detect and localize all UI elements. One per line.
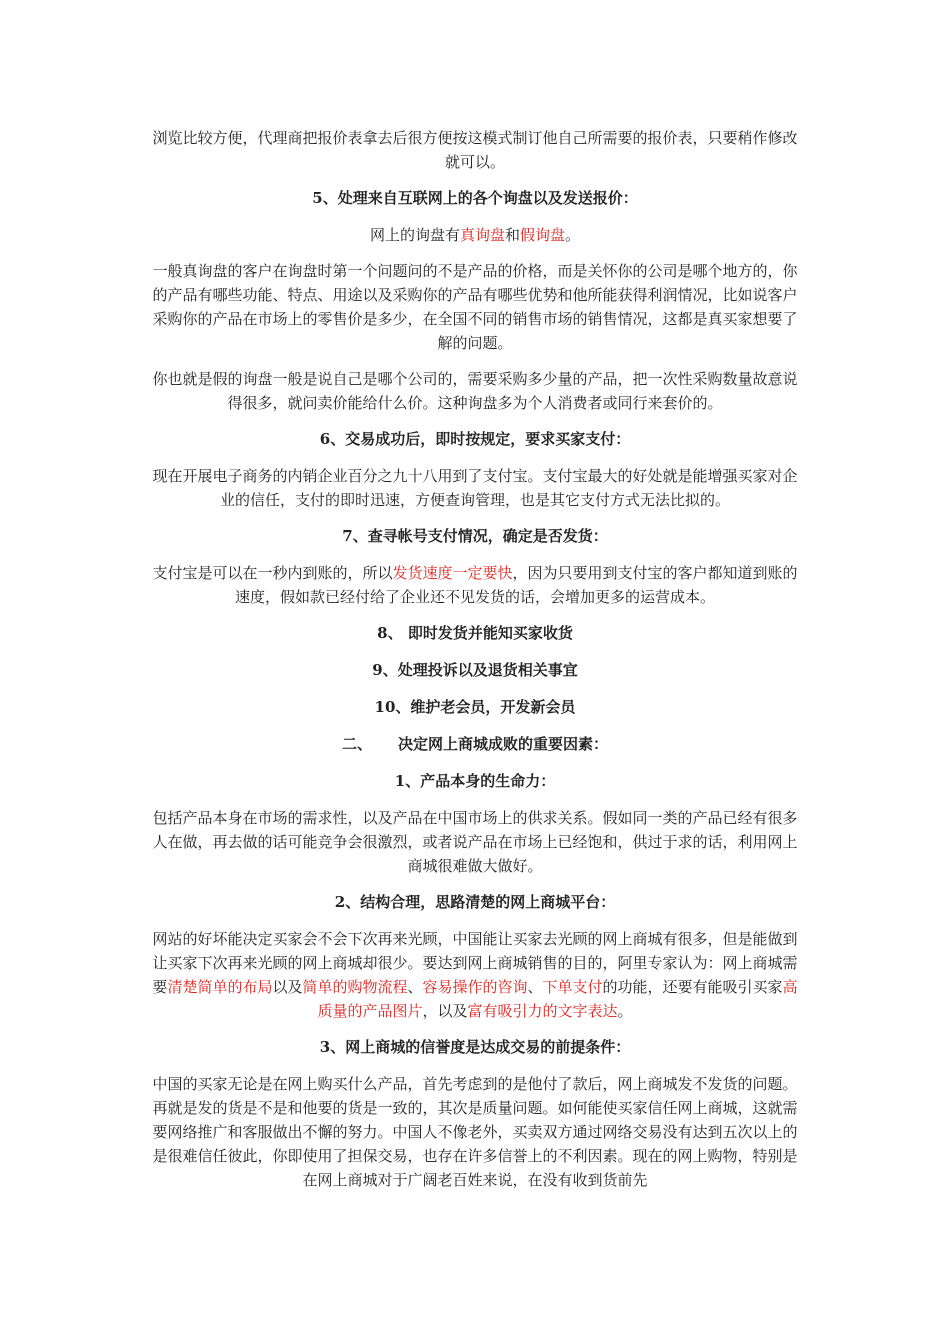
highlighted-text: 富有吸引力的文字表达 bbox=[467, 1002, 618, 1020]
text-run: 7、查寻帐号支付情况，确定是否发货： bbox=[342, 527, 608, 545]
highlighted-text: 发货速度一定要快 bbox=[392, 564, 513, 582]
section-heading bbox=[148, 524, 802, 548]
text-run: 现在开展电子商务的内销企业百分之九十八用到了支付宝。支付宝最大的好处就是能增强买家对企业的信任，支付的即时迅速，方便查询管理，也是其它支付方式无法比拟的。 bbox=[152, 467, 798, 509]
body-paragraph bbox=[148, 806, 802, 878]
text-run: 决定网上商城成败的重要因素： bbox=[398, 735, 609, 753]
text-run: 9、处理投诉以及退货相关事宜 bbox=[372, 661, 578, 679]
body-paragraph bbox=[148, 927, 802, 1023]
text-run: 5、处理来自互联网上的各个询盘以及发送报价： bbox=[312, 189, 638, 207]
highlighted-text: 容易操作的咨询 bbox=[422, 978, 528, 996]
section-heading bbox=[148, 732, 802, 756]
text-run: 和 bbox=[504, 226, 520, 244]
text-run: ，因为只要用到支付宝的客户都知道到账的速度，假如款已经付给了企业还不见发货的话，会增加更多的运营成本。 bbox=[234, 564, 798, 606]
text-run: 、 bbox=[407, 978, 423, 996]
section-heading bbox=[148, 186, 802, 210]
text-run: 中国的买家无论是在网上购买什么产品，首先考虑到的是他付了款后，网上商城发不发货的问题。再就是发的货是不是和他要的货是一致的，其次是质量问题。如何能使买家信任网上商城，这就需要网络推广和客服做出不懈的努力。中国人不像老外，买卖双方通过网络交易没有达到五次以上的是很难信任彼此，你即使用了担保交易，也存在许多信誉上的不利因素。现在的网上购物，特别是在网上商城对于广阔老百姓来说，在没有收到货前先 bbox=[152, 1075, 798, 1189]
highlighted-text: 清楚简单的布局 bbox=[167, 978, 273, 996]
highlighted-text: 假询盘 bbox=[520, 226, 566, 244]
highlighted-text: 下单支付 bbox=[542, 978, 603, 996]
highlighted-text: 真询盘 bbox=[459, 226, 505, 244]
text-run: 1、产品本身的生命力： bbox=[394, 772, 556, 790]
text-run: 2、结构合理，思路清楚的网上商城平台： bbox=[334, 893, 616, 911]
text-run: 包括产品本身在市场的需求性，以及产品在中国市场上的供求关系。假如同一类的产品已经有很多人在做，再去做的话可能竞争会很激烈，或者说产品在市场上已经饱和，供过于求的话，利用网上商城很难做大做好。 bbox=[152, 809, 798, 875]
body-paragraph bbox=[148, 367, 802, 415]
section-heading bbox=[148, 658, 802, 682]
text-run: 。 bbox=[565, 226, 581, 244]
text-run: 的功能，还要有能吸引买家 bbox=[602, 978, 783, 996]
highlighted-text: 简单的购物流程 bbox=[302, 978, 408, 996]
text-run: 浏览比较方便，代理商把报价表拿去后很方便按这模式制订他自己所需要的报价表，只要稍作修改就可以。 bbox=[152, 129, 798, 171]
text-run: 网上的询盘有 bbox=[369, 226, 460, 244]
text-run: 一般真询盘的客户在询盘时第一个问题问的不是产品的价格，而是关怀你的公司是哪个地方的，你的产品有哪些功能、特点、用途以及采购你的产品有哪些优势和他所能获得利润情况，比如说客户采购你的产品在市场上的零售价是多少，在全国不同的销售市场的销售情况，这都是真买家想要了解的问题。 bbox=[152, 262, 798, 352]
body-paragraph bbox=[148, 464, 802, 512]
body-paragraph bbox=[148, 223, 802, 247]
body-paragraph bbox=[148, 259, 802, 355]
section-heading bbox=[148, 695, 802, 719]
text-run: 。 bbox=[617, 1002, 633, 1020]
section-heading bbox=[148, 890, 802, 914]
text-run: 、 bbox=[527, 978, 543, 996]
text-run: 8、 即时发货并能知买家收货 bbox=[377, 624, 573, 642]
text-run: 网站的好坏能决定买家会不会下次再来光顾，中国能让买家去光顾的网上商城有很多，但是能做到让买家下次再来光顾的网上商城却很少。要达到网上商城销售的目的，阿里专家认为：网上商城需要 bbox=[152, 930, 798, 996]
text-run: 3、网上商城的信誉度是达成交易的前提条件： bbox=[319, 1038, 631, 1056]
section-number: 二、 bbox=[341, 735, 372, 753]
section-heading bbox=[148, 1035, 802, 1059]
body-paragraph bbox=[148, 1072, 802, 1192]
highlighted-text: 高质量的产品图片 bbox=[317, 978, 798, 1020]
text-run: 6、交易成功后，即时按规定，要求买家支付： bbox=[319, 430, 631, 448]
section-heading bbox=[148, 769, 802, 793]
text-run: 你也就是假的询盘一般是说自己是哪个公司的，需要采购多少量的产品，把一次性采购数量故意说得很多，就问卖价能给什么价。这种询盘多为个人消费者或同行来套价的。 bbox=[152, 370, 798, 412]
body-paragraph bbox=[148, 126, 802, 174]
body-paragraph bbox=[148, 561, 802, 609]
text-run: 支付宝是可以在一秒内到账的，所以 bbox=[152, 564, 393, 582]
section-heading bbox=[148, 427, 802, 451]
text-run: 以及 bbox=[272, 978, 303, 996]
text-run: ，以及 bbox=[422, 1002, 468, 1020]
text-run: 10、维护老会员，开发新会员 bbox=[374, 698, 576, 716]
section-heading bbox=[148, 621, 802, 645]
